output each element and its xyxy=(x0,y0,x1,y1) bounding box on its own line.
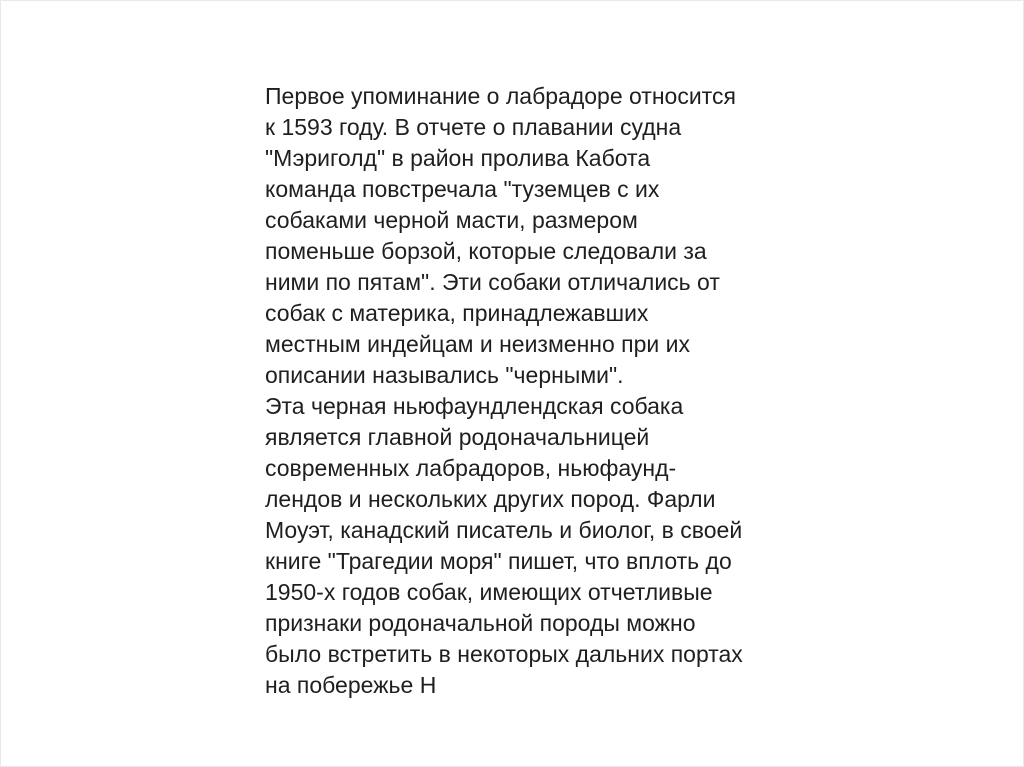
text-line: лендов и нескольких других пород. Фарли xyxy=(265,486,716,512)
text-line: команда повстречала "туземцев с их xyxy=(265,176,660,202)
text-line: собаками черной масти, размером xyxy=(265,207,638,233)
text-line: Моуэт, канадский писатель и биолог, в своей xyxy=(265,517,743,543)
text-line: "Мэриголд" в район пролива Кабота xyxy=(265,145,651,171)
text-line: Эта черная ньюфаундлендская собака xyxy=(265,393,684,419)
body-text xyxy=(265,81,785,701)
text-line: ними по пятам". Эти собаки отличались от xyxy=(265,269,720,295)
text-line: современных лабрадоров, ньюфаунд- xyxy=(265,455,677,481)
text-line: книге "Трагедии моря" пишет, что вплоть до xyxy=(265,548,732,574)
text-line: к 1593 году. В отчете о плавании судна xyxy=(265,114,682,140)
text-line: Первое упоминание о лабрадоре относится xyxy=(265,83,736,109)
text-line: описании назывались "черными". xyxy=(265,362,624,388)
text-line: признаки родоначальной породы можно xyxy=(265,610,696,636)
text-line: на побережье Н xyxy=(265,672,437,698)
text-line: 1950-х годов собак, имеющих отчетливые xyxy=(265,579,713,605)
text-line: является главной родоначальницей xyxy=(265,424,650,450)
text-line: было встретить в некоторых дальних портах xyxy=(265,641,743,667)
text-line: местным индейцам и неизменно при их xyxy=(265,331,690,357)
text-line: поменьше борзой, которые следовали за xyxy=(265,238,707,264)
text-line: собак с материка, принадлежавших xyxy=(265,300,649,326)
